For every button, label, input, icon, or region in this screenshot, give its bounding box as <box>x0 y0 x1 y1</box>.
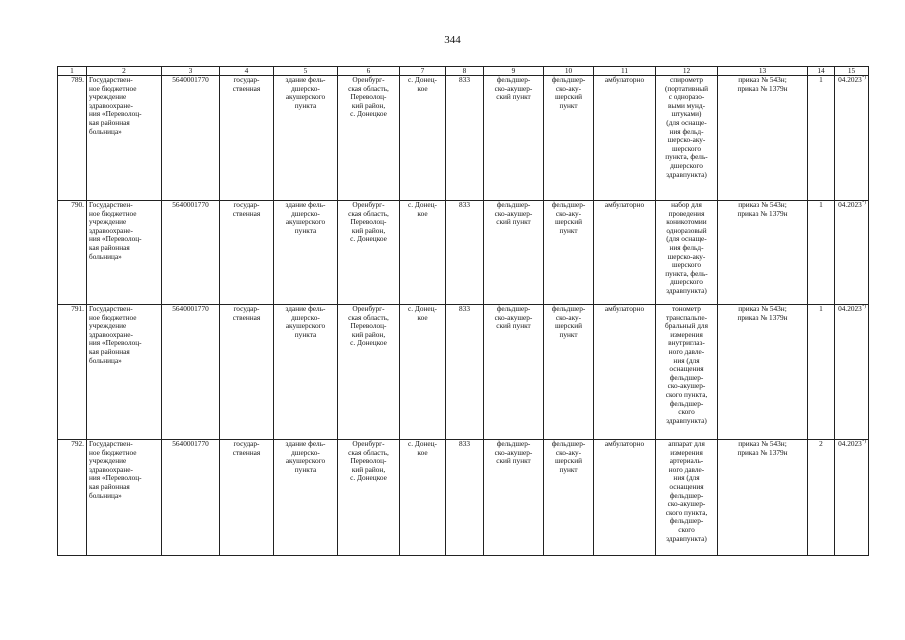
organization-name: Государствен- ное бюджетное учреждение здравоохране- ния «Переволоц- кая районная больница» <box>89 200 142 261</box>
unit-name: фельдшер- ско-аку- шерский пункт <box>551 200 586 235</box>
ownership-form: государ- ственная <box>232 304 261 322</box>
delivery-date: 04.2023 <box>838 75 862 84</box>
row-number: 789. <box>71 75 84 84</box>
quantity: 2 <box>819 439 823 448</box>
column-number-1: 1 <box>58 67 87 76</box>
footnote-mark: *) <box>861 439 866 445</box>
column-number-8: 8 <box>446 67 484 76</box>
column-number-2: 2 <box>87 67 162 76</box>
equipment-name: аппарат для измерения артериаль- ного давле- ния (для оснащения фельдшер- ско-акушер- ского пункта, фельдшер- ского здравпункта) <box>665 439 708 543</box>
settlement: с. Донец- кое <box>408 200 437 218</box>
column-number-3: 3 <box>162 67 220 76</box>
unit-name: фельдшер- ско-аку- шерский пункт <box>551 439 586 474</box>
settlement: с. Донец- кое <box>408 304 437 322</box>
organization-name: Государствен- ное бюджетное учреждение здравоохране- ния «Переволоц- кая районная больница» <box>89 75 142 136</box>
unit-name: фельдшер- ско-аку- шерский пункт <box>551 75 586 110</box>
table-row <box>58 201 869 305</box>
address: Оренбург- ская область, Переволоц- кий район, с. Донецкое <box>348 439 389 483</box>
care-conditions: амбулаторно <box>604 439 645 448</box>
quantity: 1 <box>819 75 823 84</box>
care-conditions: амбулаторно <box>604 75 645 84</box>
delivery-date: 04.2023 <box>838 304 862 313</box>
address: Оренбург- ская область, Переволоц- кий район, с. Донецкое <box>348 200 389 244</box>
settlement-code: 833 <box>459 75 470 84</box>
column-number-4: 4 <box>220 67 274 76</box>
footnote-mark: *) <box>861 200 866 206</box>
unit-name: фельдшер- ско-аку- шерский пункт <box>551 304 586 339</box>
column-number-13: 13 <box>718 67 808 76</box>
building-type: здание фель- дшерско- акушерского пункта <box>285 304 326 339</box>
address: Оренбург- ская область, Переволоц- кий район, с. Донецкое <box>348 304 389 348</box>
address: Оренбург- ская область, Переволоц- кий район, с. Донецкое <box>348 75 389 119</box>
registry-table <box>57 66 869 556</box>
column-number-12: 12 <box>656 67 718 76</box>
building-type: здание фель- дшерско- акушерского пункта <box>285 75 326 110</box>
organization-name: Государствен- ное бюджетное учреждение здравоохране- ния «Переволоц- кая районная больница» <box>89 304 142 365</box>
settlement: с. Донец- кое <box>408 75 437 93</box>
row-number: 790. <box>71 200 84 209</box>
settlement-code: 833 <box>459 304 470 313</box>
column-number-6: 6 <box>338 67 400 76</box>
delivery-date: 04.2023 <box>838 200 862 209</box>
column-number-10: 10 <box>544 67 594 76</box>
column-number-9: 9 <box>484 67 544 76</box>
inn: 5640001770 <box>172 200 209 209</box>
settlement-code: 833 <box>459 200 470 209</box>
legal-basis: приказ № 543н; приказ № 1379н <box>737 304 788 322</box>
unit-type: фельдшер- ско-акушер- ский пункт <box>494 304 533 331</box>
table-row <box>58 76 869 201</box>
table-row <box>58 440 869 556</box>
inn: 5640001770 <box>172 439 209 448</box>
page-number: 344 <box>444 34 461 46</box>
ownership-form: государ- ственная <box>232 200 261 218</box>
equipment-name: тонометр транспальпе- бральный для измерения внутриглаз- ного давле- ния (для оснащения фельдшер- ско-акушер- ского пункта, фельдшер- ского здравпункта) <box>665 304 708 425</box>
legal-basis: приказ № 543н; приказ № 1379н <box>737 439 788 457</box>
building-type: здание фель- дшерско- акушерского пункта <box>285 439 326 474</box>
building-type: здание фель- дшерско- акушерского пункта <box>285 200 326 235</box>
settlement: с. Донец- кое <box>408 439 437 457</box>
care-conditions: амбулаторно <box>604 304 645 313</box>
ownership-form: государ- ственная <box>232 439 261 457</box>
organization-name: Государствен- ное бюджетное учреждение здравоохране- ния «Переволоц- кая районная больница» <box>89 439 142 500</box>
unit-type: фельдшер- ско-акушер- ский пункт <box>494 75 533 102</box>
quantity: 1 <box>819 304 823 313</box>
delivery-date: 04.2023 <box>838 439 862 448</box>
quantity: 1 <box>819 200 823 209</box>
column-number-15: 15 <box>835 67 869 76</box>
settlement-code: 833 <box>459 439 470 448</box>
footnote-mark: *) <box>861 304 866 310</box>
legal-basis: приказ № 543н; приказ № 1379н <box>737 75 788 93</box>
inn: 5640001770 <box>172 75 209 84</box>
column-number-7: 7 <box>400 67 446 76</box>
column-number-11: 11 <box>594 67 656 76</box>
ownership-form: государ- ственная <box>232 75 261 93</box>
unit-type: фельдшер- ско-акушер- ский пункт <box>494 200 533 227</box>
column-number-14: 14 <box>808 67 835 76</box>
table-row <box>58 305 869 440</box>
legal-basis: приказ № 543н; приказ № 1379н <box>737 200 788 218</box>
footnote-mark: *) <box>861 75 866 81</box>
column-number-row <box>58 67 869 76</box>
inn: 5640001770 <box>172 304 209 313</box>
equipment-name: спирометр (портативный с одноразо- выми мунд- штуками) (для оснаще- ния фельд- шерско-аку- шерского пункта, фель- дшерского здравпункта) <box>664 75 709 179</box>
row-number: 791. <box>71 304 84 313</box>
column-number-5: 5 <box>274 67 338 76</box>
unit-type: фельдшер- ско-акушер- ский пункт <box>494 439 533 466</box>
equipment-name: набор для проведения коникотомии одноразовый (для оснаще- ния фельд- шерско-аку- шерского пункта, фель- дшерского здравпункта) <box>665 200 708 295</box>
care-conditions: амбулаторно <box>604 200 645 209</box>
row-number: 792. <box>71 439 84 448</box>
